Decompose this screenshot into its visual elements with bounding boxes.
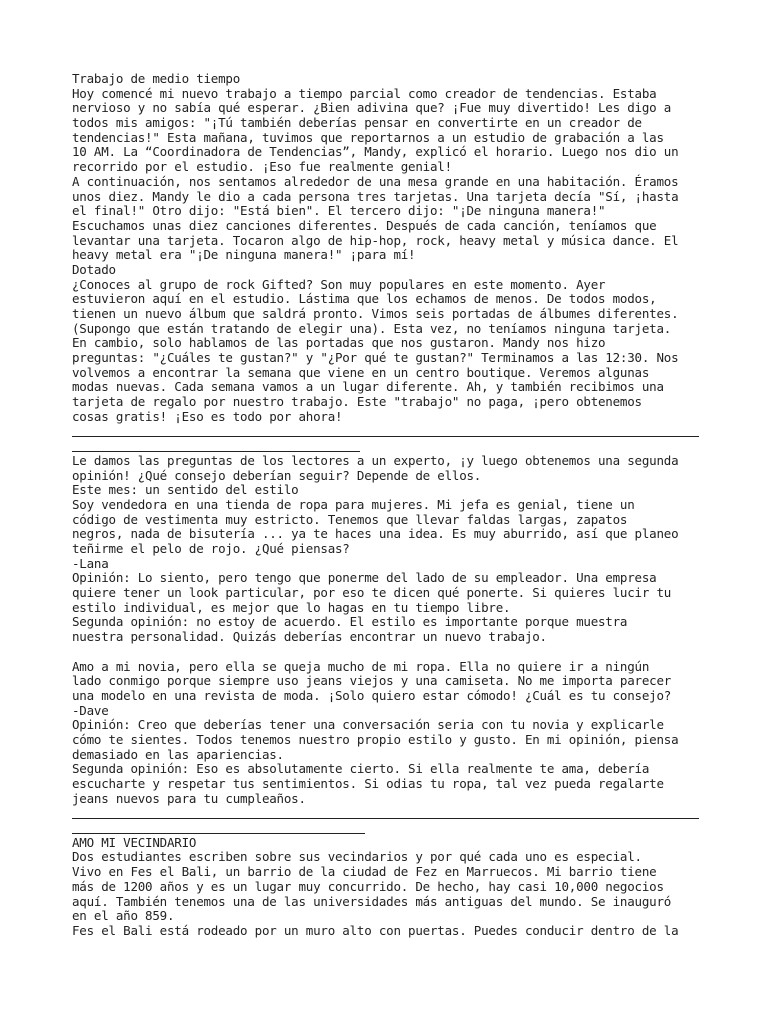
text-line: Segunda opinión: no estoy de acuerdo. El estilo es importante porque muestra xyxy=(72,614,628,630)
blank-line xyxy=(72,645,699,660)
text-line: -Dave xyxy=(72,702,109,718)
text-line: cómo te sientes. Todos tenemos nuestro propio estilo y gusto. En mi opinión, piensa xyxy=(72,731,679,747)
text-line: el final!" Otro dijo: "Está bien". El tercero dijo: "¡De ninguna manera!" xyxy=(72,203,606,219)
text-line: Hoy comencé mi nuevo trabajo a tiempo parcial como creador de tendencias. Estaba xyxy=(72,85,657,101)
text-line: Trabajo de medio tiempo xyxy=(72,71,241,86)
text-line: unos diez. Mandy le dio a cada persona tres tarjetas. Una tarjeta decía "Sí, ¡hasta xyxy=(72,188,679,204)
text-line: una modelo en una revista de moda. ¡Solo quiero estar cómodo! ¿Cuál es tu consejo? xyxy=(72,687,672,703)
text-line: preguntas: "¿Cuáles te gustan?" y "¿Por qué te gustan?" Terminamos a las 12:30. Nos xyxy=(72,350,679,366)
text-line: heavy metal era "¡De ninguna manera!" ¡para mí! xyxy=(72,247,416,263)
section-divider-short xyxy=(72,821,699,836)
text-line: (Supongo que están tratando de elegir una). Esta vez, no teníamos ninguna tarjeta. xyxy=(72,320,672,336)
text-line: nuestra personalidad. Quizás deberías encontrar un nuevo trabajo. xyxy=(72,629,547,645)
text-line: estuvieron aquí en el estudio. Lástima que los echamos de menos. De todos modos, xyxy=(72,291,657,307)
text-line: 10 AM. La “Coordinadora de Tendencias”, Mandy, explicó el horario. Luego nos dio un xyxy=(72,144,679,160)
section-divider xyxy=(72,425,699,440)
text-line: todos mis amigos: "¡Tú también deberías pensar en convertirte en un creador de xyxy=(72,115,642,131)
text-line: lado conmigo porque siempre uso jeans viejos y una camiseta. No me importa parecer xyxy=(72,673,672,689)
text-line: Este mes: un sentido del estilo xyxy=(72,482,299,498)
text-line: Le damos las preguntas de los lectores a un experto, ¡y luego obtenemos una segunda xyxy=(72,452,679,468)
text-line: Fes el Bali está rodeado por un muro alto con puertas. Puedes conducir dentro de la xyxy=(72,922,679,938)
text-line: A continuación, nos sentamos alrededor de una mesa grande en una habitación. Éramos xyxy=(72,173,679,189)
text-line: código de vestimenta muy estricto. Tenemos que llevar faldas largas, zapatos xyxy=(72,511,628,527)
section-divider xyxy=(72,806,699,821)
text-line: ¿Conoces al grupo de rock Gifted? Son muy populares en este momento. Ayer xyxy=(72,276,606,292)
text-line: más de 1200 años y es un lugar muy concurrido. De hecho, hay casi 10,000 negocios xyxy=(72,878,664,894)
text-line: -Lana xyxy=(72,555,109,571)
text-line: tendencias!" Esta mañana, tuvimos que reportarnos a un estudio de grabación a las xyxy=(72,129,664,145)
text-line: negros, nada de bisutería ... ya te haces una idea. Es muy aburrido, así que planeo xyxy=(72,526,679,542)
section-divider-short xyxy=(72,439,699,454)
text-line: levantar una tarjeta. Tocaron algo de hip-hop, rock, heavy metal y música dance. El xyxy=(72,232,679,248)
text-line: jeans nuevos para tu cumpleaños. xyxy=(72,790,306,806)
text-line: AMO MI VECINDARIO xyxy=(72,834,197,850)
text-line: teñirme el pelo de rojo. ¿Qué piensas? xyxy=(72,541,350,556)
text-line: volvemos a encontrar la semana que viene en un centro boutique. Veremos algunas xyxy=(72,364,650,380)
text-line: escucharte y respetar tus sentimientos. Si odias tu ropa, tal vez pueda regalarte xyxy=(72,776,664,791)
text-line: Vivo en Fes el Bali, un barrio de la ciudad de Fez en Marruecos. Mi barrio tiene xyxy=(72,864,657,880)
text-line: nervioso y no sabía qué esperar. ¿Bien adivina que? ¡Fue muy divertido! Les digo a xyxy=(72,100,672,116)
text-line: En cambio, solo hablamos de las portadas que nos gustaron. Mandy nos hizo xyxy=(72,335,606,351)
text-line: Soy vendedora en una tienda de ropa para mujeres. Mi jefa es genial, tiene un xyxy=(72,496,635,512)
text-line: Opinión: Lo siento, pero tengo que ponerme del lado de su empleador. Una empresa xyxy=(72,570,657,586)
text-line: quiere tener un look particular, por eso te dicen qué ponerte. Si quieres lucir tu xyxy=(72,585,672,601)
text-line: Amo a mi novia, pero ella se queja mucho de mi ropa. Ella no quiere ir a ningún xyxy=(72,658,650,674)
text-line: aquí. También tenemos una de las universidades más antiguas del mundo. Se inauguró xyxy=(72,893,672,909)
text-line: demasiado en las apariencias. xyxy=(72,746,284,762)
text-line: en el año 859. xyxy=(72,908,175,924)
text-line: tarjeta de regalo por nuestro trabajo. Este "trabajo" no paga, ¡pero obtenemos xyxy=(72,394,642,410)
text-line: Opinión: Creo que deberías tener una conversación seria con tu novia y explicarle xyxy=(72,717,664,733)
text-line: cosas gratis! ¡Eso es todo por ahora! xyxy=(72,408,343,424)
text-line: Dotado xyxy=(72,261,116,277)
text-line: Dos estudiantes escriben sobre sus vecindarios y por qué cada uno es especial. xyxy=(72,849,642,865)
text-line: recorrido por el estudio. ¡Eso fue realmente genial! xyxy=(72,159,452,175)
text-line: tienen un nuevo álbum que saldrá pronto. Vimos seis portadas de álbumes diferentes. xyxy=(72,306,679,321)
text-line: estilo individual, es mejor que lo hagas en tu tiempo libre. xyxy=(72,599,511,615)
text-line: Segunda opinión: Eso es absolutamente cierto. Si ella realmente te ama, debería xyxy=(72,761,650,777)
text-line: opinión! ¿Qué consejo deberían seguir? Depende de ellos. xyxy=(72,467,482,483)
text-line: modas nuevas. Cada semana vamos a un lugar diferente. Ah, y también recibimos una xyxy=(72,379,664,395)
document-body xyxy=(72,72,699,939)
text-line: Escuchamos unas diez canciones diferentes. Después de cada canción, teníamos que xyxy=(72,217,657,233)
